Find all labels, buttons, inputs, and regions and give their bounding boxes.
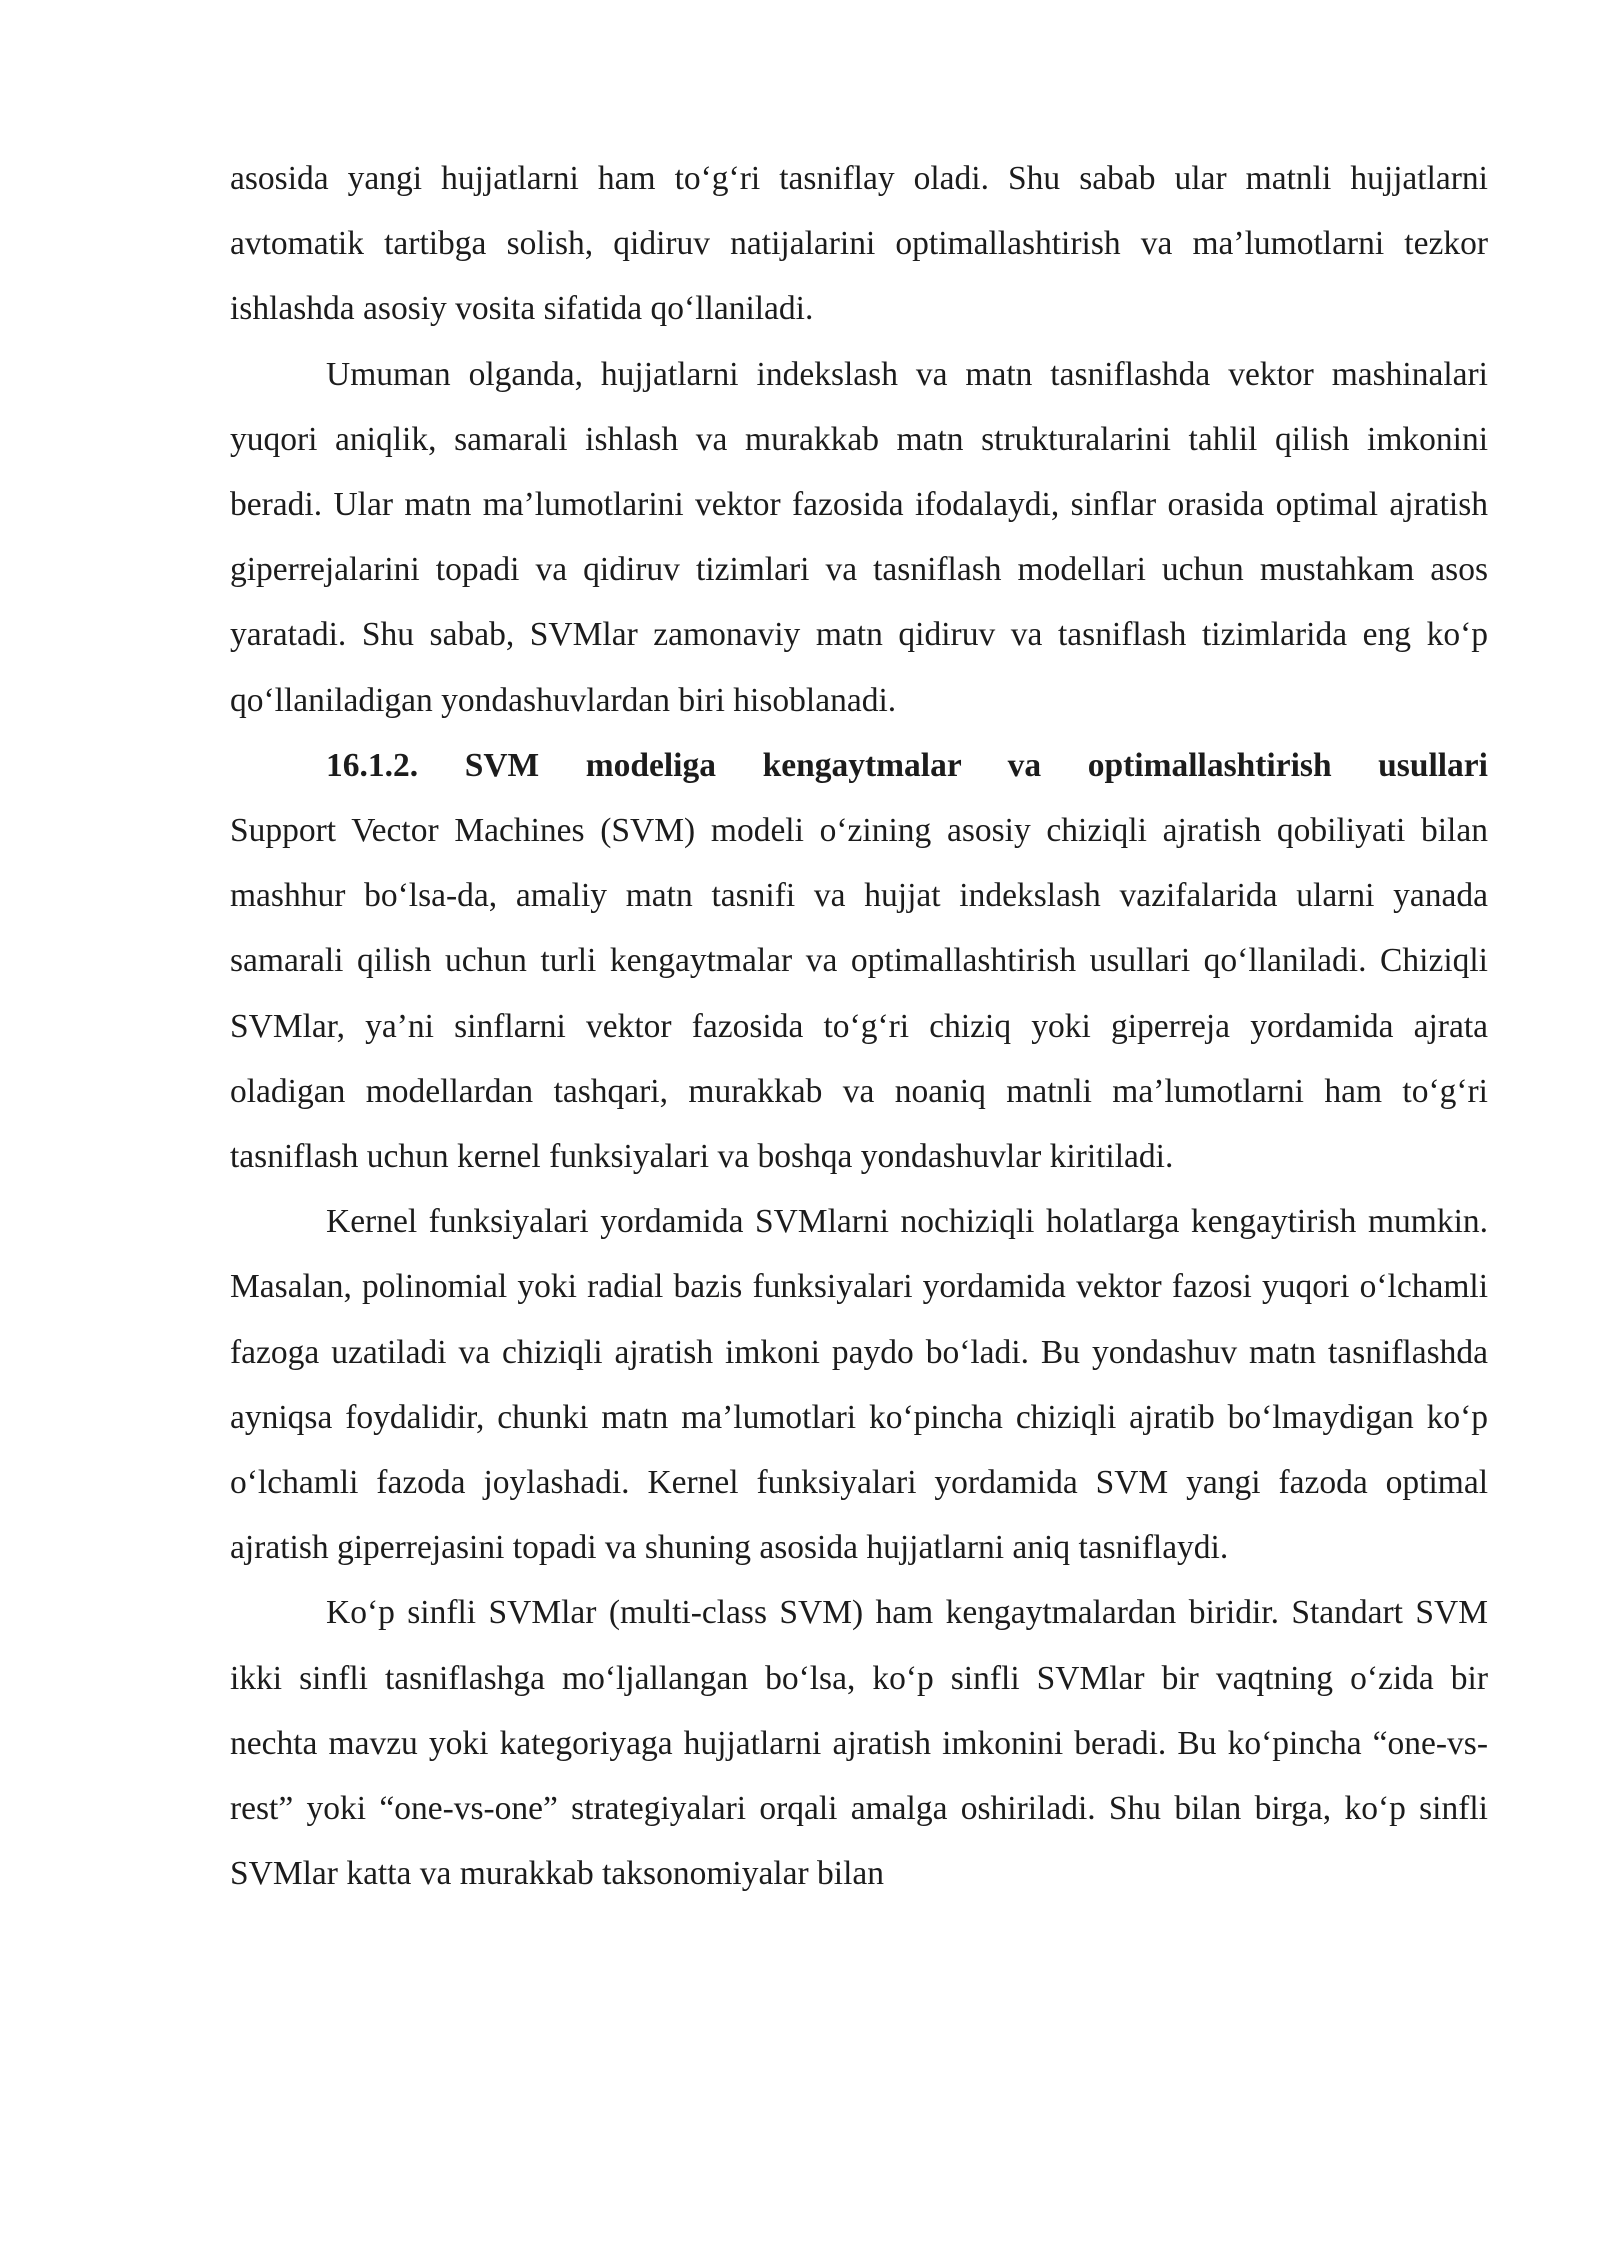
body-text [230, 146, 1488, 1906]
paragraph-continuation: asosida yangi hujjatlarni ham to‘g‘ri tasniflay oladi. Shu sabab ular matnli hujjatlarni avtomatik tartibga solish, qidiruv natijalarini optimallashtirish va ma’lumotlarni tezkor ishlashda asosiy vosita sifatida qo‘llaniladi. [230, 160, 1488, 328]
paragraph-svm-extensions: Support Vector Machines (SVM) modeli o‘zining asosiy chiziqli ajratish qobiliyati bilan mashhur bo‘lsa-da, amaliy matn tasnifi va hujjat indekslash vazifalarida ularni yanada samarali qilish uchun turli kengaytmalar va optimallashtirish usullari qo‘llaniladi. Chiziqli SVMlar, ya’ni sinflarni vektor fazosida to‘g‘ri chiziq yoki giperreja yordamida ajrata oladigan modellardan tashqari, murakkab va noaniq matnli ma’lumotlarni ham to‘g‘ri tasniflash uchun kernel funksiyalari va boshqa yondashuvlar kiritiladi. [230, 812, 1488, 1176]
paragraph-kernel-functions: Kernel funksiyalari yordamida SVMlarni nochiziqli holatlarga kengaytirish mumkin. Masalan, polinomial yoki radial bazis funksiyalari yordamida vektor fazosi yuqori o‘lchamli fazoga uzatiladi va chiziqli ajratish imkoni paydo bo‘ladi. Bu yondashuv matn tasniflashda ayniqsa foydalidir, chunki matn ma’lumotlari ko‘pincha chiziqli ajratib bo‘lmaydigan ko‘p o‘lchamli fazoda joylashadi. Kernel funksiyalari yordamida SVM yangi fazoda optimal ajratish giperrejasini topadi va shuning asosida hujjatlarni aniq tasniflaydi. [230, 1203, 1488, 1567]
paragraph-multiclass-svm: Ko‘p sinfli SVMlar (multi-class SVM) ham kengaytmalardan biridir. Standart SVM ikki sinfli tasniflashga mo‘ljallangan bo‘lsa, ko‘p sinfli SVMlar bir vaqtning o‘zida bir nechta mavzu yoki kategoriyaga hujjatlarni ajratish imkonini beradi. Bu ko‘pincha “one-vs-rest” yoki “one-vs-one” strategiyalari orqali amalga oshiriladi. Shu bilan birga, ko‘p sinfli SVMlar katta va murakkab taksonomiyalar bilan [230, 1594, 1488, 1893]
section-heading: 16.1.2. SVM modeliga kengaytmalar va optimallashtirish usullari [326, 746, 1488, 784]
paragraph-summary: Umuman olganda, hujjatlarni indekslash va matn tasniflashda vektor mashinalari yuqori aniqlik, samarali ishlash va murakkab matn strukturalarini tahlil qilish imkonini beradi. Ular matn ma’lumotlarini vektor fazosida ifodalaydi, sinflar orasida optimal ajratish giperrejalarini topadi va qidiruv tizimlari va tasniflash modellari uchun mustahkam asos yaratadi. Shu sabab, SVMlar zamonaviy matn qidiruv va tasniflash tizimlarida eng ko‘p qo‘llaniladigan yondashuvlardan biri hisoblanadi. [230, 355, 1488, 719]
